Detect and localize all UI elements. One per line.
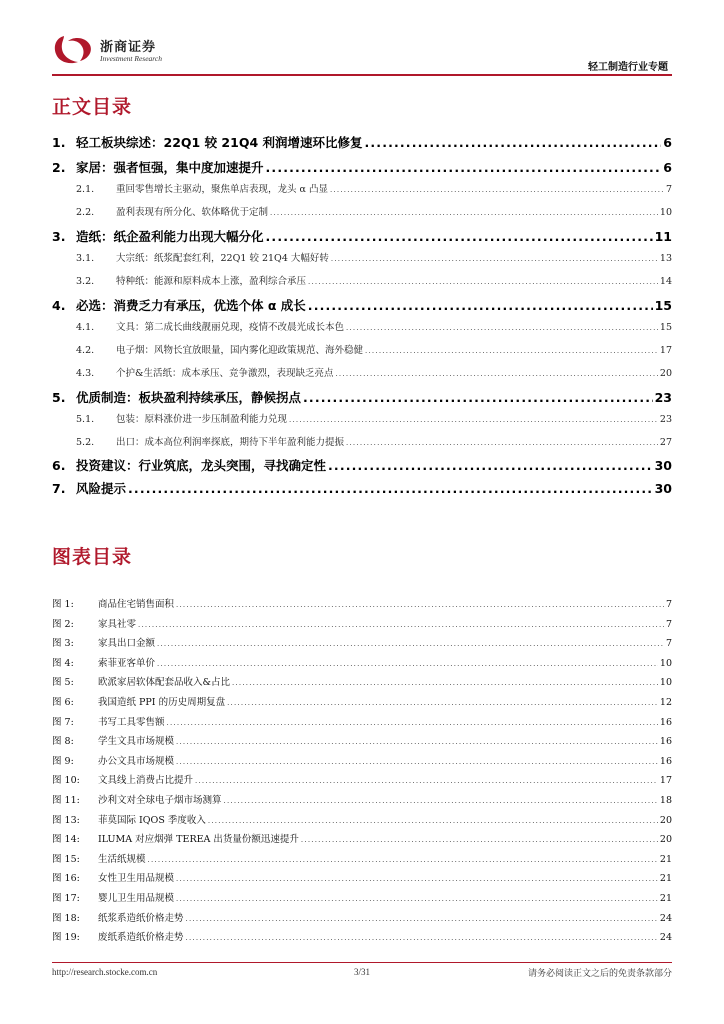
toc-entry-number: 4.1. — [76, 322, 95, 333]
figure-caption: ILUMA 对应烟弹 TEREA 出货量份额迅速提升 — [98, 834, 299, 846]
figure-number: 图 16: — [52, 873, 80, 885]
figure-caption: 书写工具零售额 — [98, 716, 165, 728]
toc-entry-number: 2.2. — [76, 207, 95, 218]
figure-page: 21 — [659, 873, 672, 885]
figure-dot-leader — [224, 795, 658, 806]
logo-english-name: Investment Research — [100, 54, 162, 63]
toc-entry-page: 23 — [654, 390, 672, 405]
toc-dot-leader — [328, 458, 653, 473]
toc-entry-text: 优质制造：板块盈利持续承压，静候拐点 — [76, 390, 302, 405]
toc-chapter-entry[interactable] — [52, 388, 672, 406]
toc-entry-number: 3.1. — [76, 253, 95, 264]
figure-caption: 文具线上消费占比提升 — [98, 775, 194, 787]
figure-number: 图 8: — [52, 736, 74, 748]
figure-list-entry[interactable] — [52, 870, 672, 884]
toc-entry-number: 7. — [52, 481, 66, 496]
logo-chinese-name: 浙商证券 — [100, 40, 157, 55]
figure-page: 20 — [659, 814, 672, 826]
toc-section-entry[interactable] — [52, 273, 672, 287]
toc-entry-number: 1. — [52, 135, 66, 150]
figure-number: 图 17: — [52, 893, 80, 904]
figure-caption: 婴儿卫生用品规模 — [98, 893, 175, 904]
toc-entry-page: 11 — [654, 229, 672, 244]
toc-dot-leader — [270, 207, 658, 218]
toc-entry-page: 14 — [659, 276, 672, 287]
figure-caption: 家具出口金额 — [98, 638, 156, 650]
figure-list-entry[interactable] — [52, 772, 672, 786]
page-header — [52, 32, 672, 74]
toc-entry-page: 6 — [663, 160, 672, 175]
header-divider — [52, 74, 672, 76]
toc-dot-leader — [266, 229, 653, 244]
figure-number: 图 6: — [52, 697, 74, 708]
figure-number: 图 1: — [52, 599, 74, 610]
toc-entry-number: 3.2. — [76, 276, 95, 287]
toc-entry-number: 2.1. — [76, 184, 95, 195]
toc-entry-page: 6 — [663, 135, 672, 150]
figure-dot-leader — [167, 717, 658, 728]
figure-list-entry[interactable] — [52, 910, 672, 924]
figure-caption: 家具社零 — [98, 618, 137, 630]
figure-dot-leader — [186, 913, 658, 924]
toc-entry-number: 2. — [52, 160, 66, 175]
figure-page: 16 — [659, 716, 672, 728]
report-type-label: 轻工制造行业专题 — [588, 62, 668, 73]
toc-entry-text: 盈利表现有所分化、软体略优于定制 — [116, 207, 269, 218]
toc-dot-leader — [331, 253, 658, 264]
figure-dot-leader — [157, 658, 658, 669]
figure-list-entry[interactable] — [52, 851, 672, 865]
toc-entry-text: 重回零售增长主驱动，聚焦单店表现，龙头 α 凸显 — [116, 184, 328, 195]
figure-dot-leader — [176, 873, 658, 884]
toc-title: 正文目录 — [52, 96, 133, 118]
toc-section-entry[interactable] — [52, 319, 672, 333]
figure-list-entry[interactable] — [52, 733, 672, 747]
figure-dot-leader — [195, 775, 658, 786]
toc-entry-text: 必选：消费乏力有承压，优选个体 α 成长 — [76, 298, 306, 313]
figure-list-entry[interactable] — [52, 694, 672, 708]
toc-chapter-entry[interactable] — [52, 296, 672, 314]
figure-dot-leader — [227, 697, 658, 708]
toc-entry-number: 4. — [52, 298, 66, 313]
toc-section-entry[interactable] — [52, 365, 672, 379]
figure-page: 12 — [659, 697, 672, 708]
figure-dot-leader — [138, 619, 664, 630]
toc-entry-page: 13 — [659, 253, 672, 264]
toc-entry-page: 23 — [659, 414, 672, 425]
toc-entry-page: 17 — [659, 345, 672, 356]
toc-dot-leader — [128, 481, 653, 496]
toc-entry-text: 特种纸：能源和原料成本上涨，盈利综合承压 — [116, 276, 307, 287]
toc-chapter-entry[interactable] — [52, 227, 672, 245]
toc-entry-text: 个护&生活纸：成本承压、竞争激烈，表现缺乏亮点 — [116, 368, 334, 379]
figure-page: 10 — [659, 657, 672, 669]
toc-entry-page: 15 — [659, 322, 672, 333]
figure-dot-leader — [176, 756, 658, 767]
figure-page: 10 — [659, 677, 672, 689]
figure-list-entry[interactable] — [52, 714, 672, 728]
toc-section-entry[interactable] — [52, 434, 672, 448]
zheshang-logo-icon — [52, 32, 96, 66]
toc-entry-text: 大宗纸：纸浆配套红利，22Q1 较 21Q4 大幅好转 — [116, 253, 329, 264]
toc-dot-leader — [308, 298, 653, 313]
figure-caption: 沙利文对全球电子烟市场测算 — [98, 795, 222, 806]
figure-dot-leader — [176, 599, 664, 610]
toc-entry-text: 轻工板块综述：22Q1 较 21Q4 利润增速环比修复 — [76, 135, 363, 150]
toc-dot-leader — [308, 276, 658, 287]
figure-number: 图 4: — [52, 657, 74, 669]
figure-caption: 纸浆系造纸价格走势 — [98, 912, 184, 924]
toc-chapter-entry[interactable] — [52, 133, 672, 151]
figure-number: 图 13: — [52, 814, 80, 826]
toc-entry-text: 文具：第二成长曲线靓丽兑现，疫情不改晨光成长本色 — [116, 322, 345, 333]
toc-entry-number: 4.3. — [76, 368, 95, 379]
toc-entry-page: 15 — [654, 298, 672, 313]
figure-dot-leader — [157, 638, 664, 649]
toc-dot-leader — [266, 160, 662, 175]
toc-entry-text: 出口：成本高位利润率探底，期待下半年盈利能力提振 — [116, 437, 345, 448]
toc-entry-number: 3. — [52, 229, 66, 244]
figure-number: 图 15: — [52, 853, 80, 865]
figure-dot-leader — [232, 677, 658, 688]
toc-entry-number: 5. — [52, 390, 66, 405]
figure-page: 7 — [665, 638, 672, 650]
toc-dot-leader — [365, 345, 658, 356]
toc-entry-text: 包装：原料涨价进一步压制盈利能力兑现 — [116, 414, 288, 425]
figure-list-title: 图表目录 — [52, 546, 133, 568]
toc-entry-page: 7 — [665, 184, 672, 195]
toc-dot-leader — [330, 184, 664, 195]
figure-page: 20 — [659, 834, 672, 846]
toc-entry-page: 10 — [659, 207, 672, 218]
figure-caption: 女性卫生用品规模 — [98, 873, 175, 885]
toc-chapter-entry[interactable] — [52, 456, 672, 474]
figure-caption: 废纸系造纸价格走势 — [98, 932, 184, 944]
toc-entry-text: 家居：强者恒强，集中度加速提升 — [76, 160, 264, 175]
figure-dot-leader — [186, 932, 658, 943]
toc-entry-text: 电子烟：风物长宜放眼量，国内雾化迎政策规范、海外稳健 — [116, 345, 364, 356]
figure-caption: 我国造纸 PPI 的历史周期复盘 — [98, 697, 226, 708]
figure-dot-leader — [301, 834, 658, 845]
toc-section-entry[interactable] — [52, 250, 672, 264]
figure-list-entry[interactable] — [52, 831, 672, 845]
figure-list-entry[interactable] — [52, 812, 672, 826]
toc-dot-leader — [365, 135, 662, 150]
toc-entry-text: 风险提示 — [76, 481, 127, 496]
toc-section-entry[interactable] — [52, 342, 672, 356]
figure-number: 图 2: — [52, 618, 74, 630]
figure-caption: 办公文具市场规模 — [98, 755, 175, 767]
toc-entry-number: 5.2. — [76, 437, 95, 448]
toc-dot-leader — [289, 414, 658, 425]
toc-dot-leader — [346, 322, 658, 333]
figure-list-entry[interactable] — [52, 929, 672, 943]
toc-dot-leader — [303, 390, 653, 405]
figure-number: 图 14: — [52, 834, 80, 846]
figure-number: 图 18: — [52, 912, 80, 924]
toc-entry-page: 30 — [654, 481, 672, 496]
figure-caption: 索菲亚客单价 — [98, 657, 156, 669]
figure-list-entry[interactable] — [52, 655, 672, 669]
toc-chapter-entry[interactable] — [52, 479, 672, 497]
figure-page: 21 — [659, 853, 672, 865]
figure-number: 图 10: — [52, 775, 80, 787]
toc-entry-page: 30 — [654, 458, 672, 473]
figure-dot-leader — [148, 854, 658, 865]
figure-page: 7 — [665, 599, 672, 610]
figure-page: 16 — [659, 755, 672, 767]
figure-caption: 商品住宅销售面积 — [98, 599, 175, 610]
figure-dot-leader — [176, 893, 658, 904]
footer-page-number: 3/31 — [353, 967, 370, 977]
figure-number: 图 9: — [52, 755, 74, 767]
figure-caption: 欧派家居软体配套品收入&占比 — [98, 677, 230, 689]
toc-entry-page: 20 — [659, 368, 672, 379]
figure-caption: 生活纸规模 — [98, 853, 146, 865]
figure-page: 24 — [659, 932, 672, 944]
toc-entry-page: 27 — [659, 437, 672, 448]
figure-number: 图 19: — [52, 932, 80, 944]
figure-list-entry[interactable] — [52, 890, 672, 904]
figure-caption: 学生文具市场规模 — [98, 736, 175, 748]
toc-chapter-entry[interactable] — [52, 158, 672, 176]
figure-page: 7 — [665, 618, 672, 630]
figure-number: 图 7: — [52, 716, 74, 728]
figure-list-entry[interactable] — [52, 616, 672, 630]
figure-page: 21 — [659, 893, 672, 904]
figure-dot-leader — [176, 736, 658, 747]
figure-list-entry[interactable] — [52, 674, 672, 688]
figure-number: 图 3: — [52, 638, 74, 650]
figure-list-entry[interactable] — [52, 596, 672, 610]
toc-entry-text: 投资建议：行业筑底，龙头突围，寻找确定性 — [76, 458, 327, 473]
figure-page: 24 — [659, 912, 672, 924]
figure-dot-leader — [208, 815, 658, 826]
toc-entry-number: 6. — [52, 458, 66, 473]
toc-section-entry[interactable] — [52, 411, 672, 425]
figure-list-entry[interactable] — [52, 635, 672, 649]
figure-number: 图 11: — [52, 795, 80, 806]
figure-list-entry[interactable] — [52, 753, 672, 767]
toc-entry-number: 4.2. — [76, 345, 95, 356]
figure-page: 16 — [659, 736, 672, 748]
toc-section-entry[interactable] — [52, 181, 672, 195]
toc-dot-leader — [335, 368, 657, 379]
toc-entry-number: 5.1. — [76, 414, 95, 425]
figure-number: 图 5: — [52, 677, 74, 689]
toc-dot-leader — [346, 437, 658, 448]
toc-section-entry[interactable] — [52, 204, 672, 218]
footer-url-link[interactable]: http://research.stocke.com.cn — [52, 967, 158, 977]
figure-page: 18 — [659, 795, 672, 806]
figure-page: 17 — [659, 775, 672, 787]
footer-divider — [52, 962, 672, 963]
footer-disclaimer: 请务必阅读正文之后的免责条款部分 — [527, 969, 672, 979]
figure-list-entry[interactable] — [52, 792, 672, 806]
figure-caption: 菲莫国际 IQOS 季度收入 — [98, 814, 206, 826]
toc-entry-text: 造纸：纸企盈利能力出现大幅分化 — [76, 229, 264, 244]
